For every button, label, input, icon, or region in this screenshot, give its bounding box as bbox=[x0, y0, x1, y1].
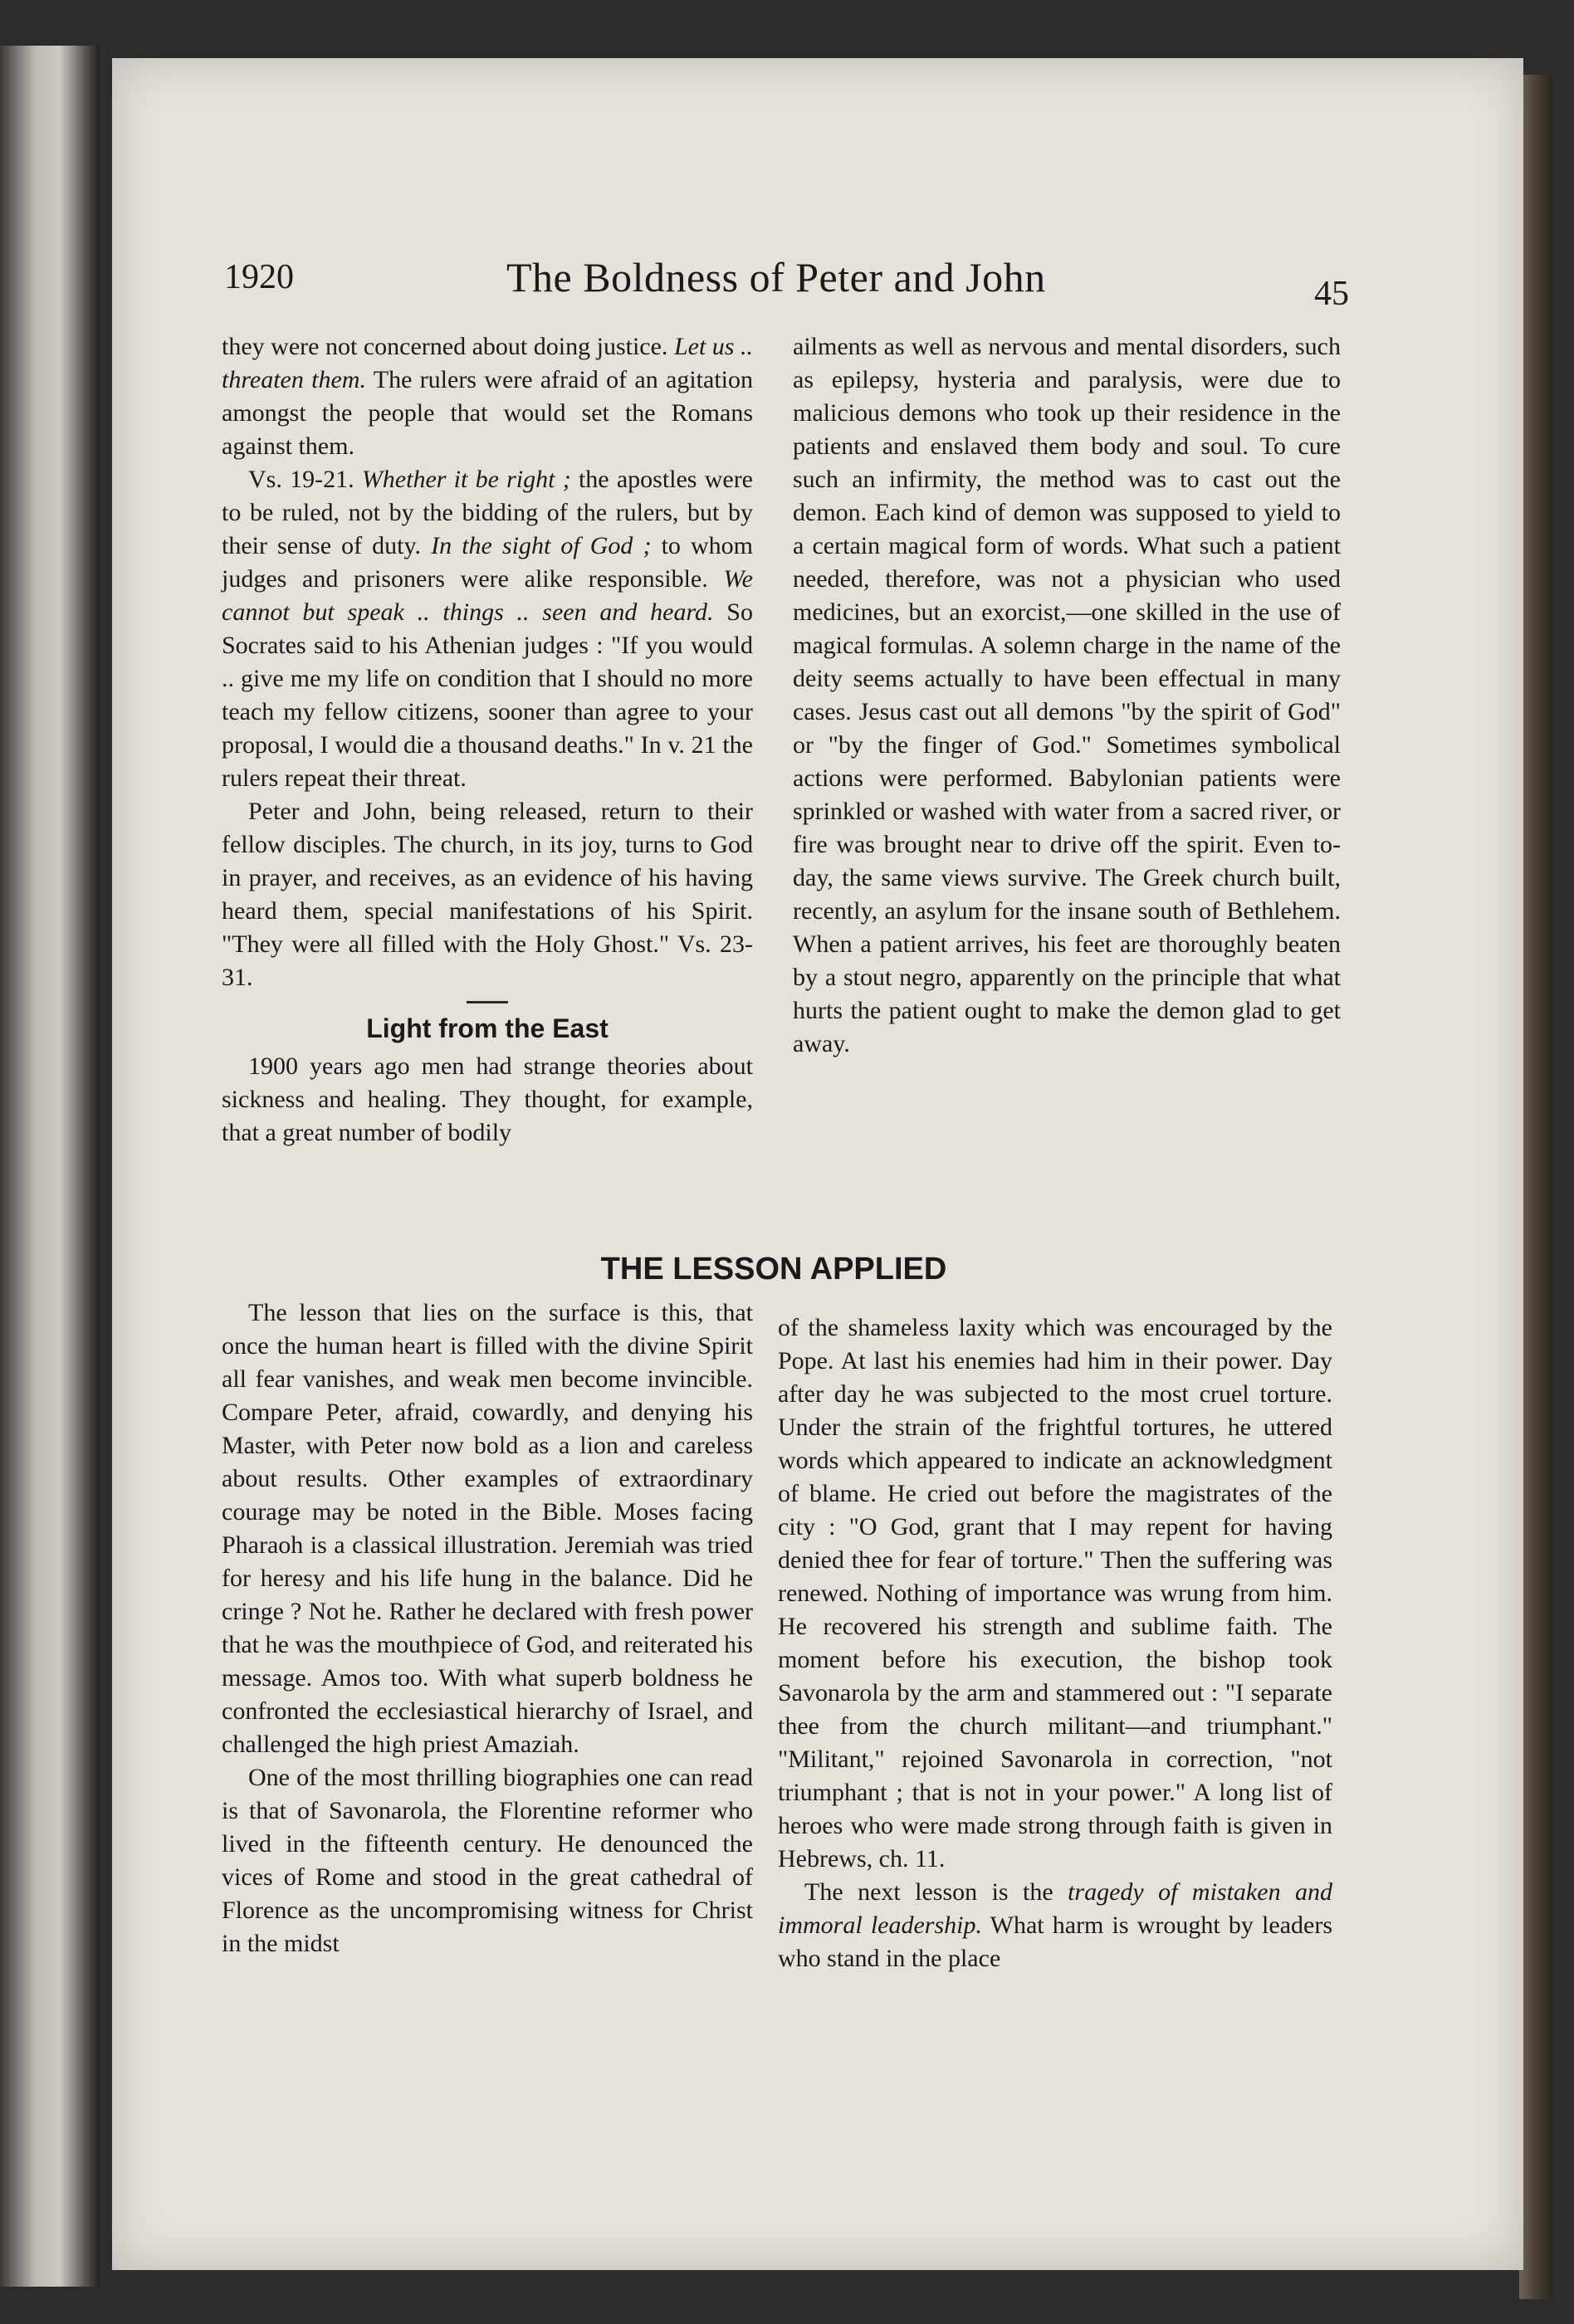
facing-page-edge bbox=[0, 46, 100, 2287]
book-fore-edge bbox=[1519, 75, 1552, 2299]
paragraph: The lesson that lies on the surface is this, that once the human heart is filled with the divine Spirit all fear vanishes, and weak men become invincible. Compare Peter, afraid, cowardly, and denying his Master, with Peter now bold as a lion and careless about results. Other examples of extraordinary courage may be noted in the Bible. Moses facing Pharaoh is a classical illustration. Jeremiah was tried for heresy and his life hung in the balance. Did he cringe ? Not he. Rather he declared with fresh power that he was the mouthpiece of God, and reiterated his message. Amos too. With what superb boldness he confronted the ecclesiastical hierarchy of Israel, and challenged the high priest Amaziah. bbox=[222, 1299, 753, 1758]
column-top-right bbox=[793, 330, 1341, 1061]
paragraph: they were not concerned about doing justice. Let us .. threaten them. The rulers were afraid of an agitation amongst the people that would set the Romans against them. bbox=[222, 333, 753, 460]
subheading: Light from the East bbox=[366, 1013, 609, 1043]
page-number: 45 bbox=[1314, 275, 1349, 313]
paragraph: Peter and John, being released, return to their fellow disciples. The church, in its joy, turns to God in prayer, and receives, as an evidence of his having heard them, special manifestations of his Spirit. "They were all filled with the Holy Ghost." Vs. 23-31. bbox=[222, 798, 753, 991]
section-divider bbox=[467, 1001, 508, 1003]
column-bottom-left bbox=[222, 1296, 753, 1960]
column-top-left bbox=[222, 330, 753, 1150]
paragraph: One of the most thrilling biographies one can read is that of Savonarola, the Florentine reformer who lived in the fifteenth century. He denounced the vices of Rome and stood in the great cathedral of Florence as the uncompromising witness for Christ in the midst bbox=[222, 1764, 753, 1957]
paragraph: The next lesson is the tragedy of mistaken and immoral leadership. What harm is wrought by leaders who stand in the place bbox=[778, 1878, 1333, 1972]
paragraph: ailments as well as nervous and mental disorders, such as epilepsy, hysteria and paralysis, were due to malicious demons who took up their residence in the patients and enslaved them body and soul. To cure such an infirmity, the method was to cast out the demon. Each kind of demon was supposed to yield to a certain magical form of words. What such a patient needed, therefore, was not a physician who used medicines, but an exorcist,—one skilled in the use of magical formulas. A solemn charge in the name of the deity seems actually to have been effectual in many cases. Jesus cast out all demons "by the spirit of God" or "by the finger of God." Sometimes symbolical actions were performed. Babylonian patients were sprinkled or washed with water from a sacred river, or fire was brought near to drive off the spirit. Even to-day, the same views survive. The Greek church built, recently, an asylum for the insane south of Bethlehem. When a patient arrives, his feet are thoroughly beaten by a stout negro, apparently on the principle that what hurts the patient ought to make the demon glad to get away. bbox=[793, 333, 1341, 1057]
header-year: 1920 bbox=[224, 258, 294, 296]
header-title: The Boldness of Peter and John bbox=[506, 254, 1046, 300]
section-title: THE LESSON APPLIED bbox=[600, 1252, 947, 1286]
column-bottom-right bbox=[778, 1311, 1332, 1975]
paragraph: of the shameless laxity which was encouraged by the Pope. At last his enemies had him in their power. Day after day he was subjected to the most cruel torture. Under the strain of the frightful tortures, he uttered words which appeared to indicate an acknowledgment of blame. He cried out before the magistrates of the city : "O God, grant that I may repent for having denied thee for fear of torture." Then the suffering was renewed. Nothing of importance was wrung from him. He recovered his strength and sublime faith. The moment before his execution, the bishop took Savonarola by the arm and stammered out : "I separate thee from the church militant—and triumphant." "Militant," rejoined Savonarola in correction, "not triumphant ; that is not in your power." A long list of heroes who were made strong through faith is given in Hebrews, ch. 11. bbox=[778, 1314, 1332, 1872]
paragraph: 1900 years ago men had strange theories about sickness and healing. They thought, for example, that a great number of bodily bbox=[222, 1052, 753, 1146]
running-header bbox=[224, 253, 1349, 320]
paragraph: Vs. 19-21. Whether it be right ; the apostles were to be ruled, not by the bidding of the rulers, but by their sense of duty. In the sight of God ; to whom judges and prisoners were alike responsible. We cannot but speak .. things .. seen and heard. So Socrates said to his Athenian judges : "If you would .. give me my life on condition that I should no more teach my fellow citizens, sooner than agree to your proposal, I would die a thousand deaths." In v. 21 the rulers repeat their threat. bbox=[222, 466, 753, 792]
